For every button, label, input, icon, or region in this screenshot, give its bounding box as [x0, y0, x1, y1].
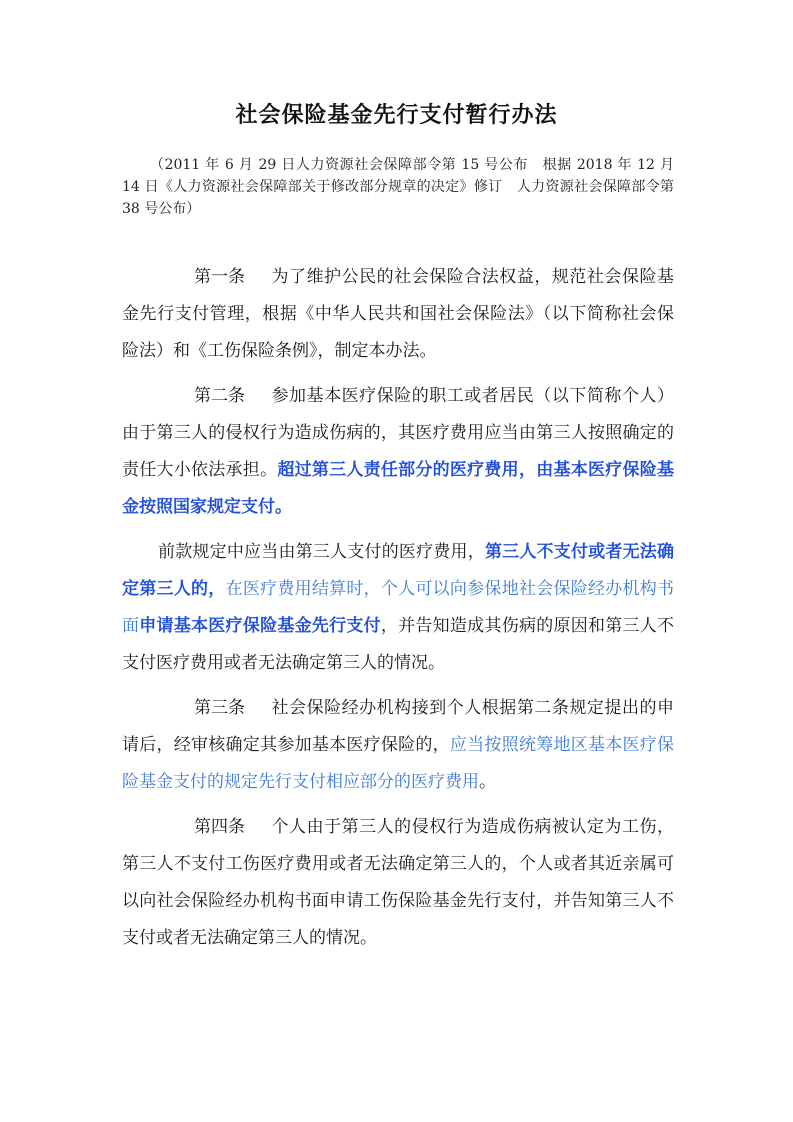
- article-text: 。: [479, 772, 496, 792]
- document-title: 社会保险基金先行支付暂行办法: [235, 102, 558, 128]
- highlighted-text-light: 在医疗费用结算时，个人可以向参保地社会保险经办机构书面: [122, 579, 675, 636]
- article-text: 社会保险经办机构接到个人根据第二条规定提出的申请后，经审核确定其参加基本医疗保险的，: [122, 698, 674, 755]
- highlighted-text-light: 应当按照统筹地区基本医疗保险基金支付的规定先行支付相应部分的医疗费用: [122, 735, 675, 792]
- highlighted-text: 第三人不支付或者无法确定第三人的，: [122, 542, 675, 599]
- article-number: 第四条: [194, 817, 245, 837]
- article-text: 为了维护公民的社会保险合法权益，规范社会保险基金先行支付管理，根据《中华人民共和国社会保险法》（以下简称社会保险法）和《工伤保险条例》，制定本办法。: [122, 267, 674, 361]
- article-3: [122, 690, 674, 801]
- article-text: 参加基本医疗保险的职工或者居民（以下简称个人）由于第三人的侵权行为造成伤病的，其医疗费用应当由第三人按照确定的责任大小依法承担。: [122, 386, 674, 480]
- article-text: 前款规定中应当由第三人支付的医疗费用，: [158, 542, 485, 562]
- article-2-paragraph-2: [122, 534, 674, 682]
- source-note: （2011 年 6 月 29 日人力资源社会保障部令第 15 号公布 根据 2018 年 12 月 14 日《人力资源社会保障部关于修改部分规章的决定》修订 人力资源社会保障部令第 38 号公布）: [122, 157, 674, 217]
- article-number: 第三条: [194, 698, 245, 718]
- article-2: [122, 378, 674, 526]
- article-1: [122, 259, 674, 370]
- article-4: [122, 809, 674, 957]
- article-text: 个人由于第三人的侵权行为造成伤病被认定为工伤，第三人不支付工伤医疗费用或者无法确定第三人的，个人或者其近亲属可以向社会保险经办机构书面申请工伤保险基金先行支付，并告知第三人不支付或者无法确定第三人的情况。: [122, 817, 674, 948]
- article-number: 第一条: [194, 267, 245, 287]
- article-text: ，并告知造成其伤病的原因和第三人不支付医疗费用或者无法确定第三人的情况。: [122, 616, 675, 673]
- document-body: [122, 259, 674, 965]
- article-number: 第二条: [194, 386, 245, 406]
- highlighted-text: 超过第三人责任部分的医疗费用，由基本医疗保险基金按照国家规定支付。: [122, 460, 675, 517]
- highlighted-text: 申请基本医疗保险基金先行支付: [139, 616, 381, 636]
